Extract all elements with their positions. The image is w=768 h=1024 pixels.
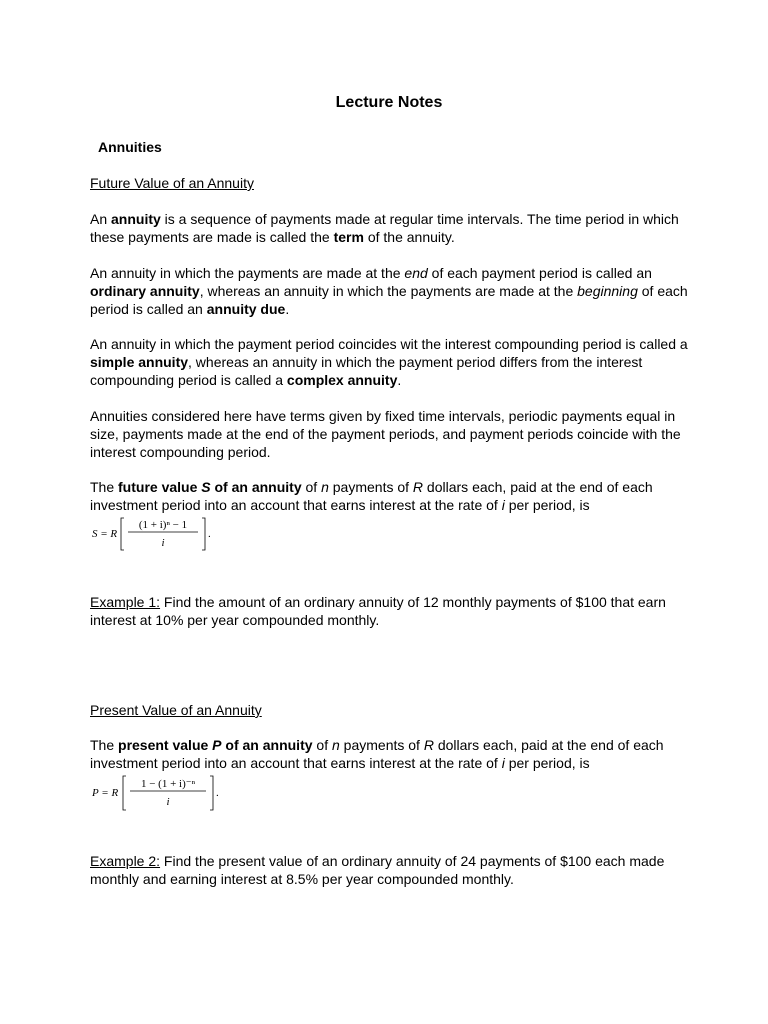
example-2-text: Find the present value of an ordinary annuity of 24 payments of $100 each made monthly and earning interest at 8.5% per year compounded monthly. [90, 853, 665, 887]
fv-paragraph-future-value: The future value S of an annuity of n payments of R dollars each, paid at the end of each investment period into an account that earns interest at the rate of i per period, is [90, 479, 653, 513]
formula-period: . [216, 787, 219, 799]
formula-lhs: S = R [92, 528, 118, 540]
right-bracket [210, 776, 213, 810]
formula-numerator: (1 + i)ⁿ − 1 [138, 519, 188, 531]
formula-period: . [208, 528, 211, 540]
fv-paragraph-ordinary-annuity: An annuity in which the payments are made at the end of each payment period is called an ordinary annuity, whereas an annuity in which the payments are made at the beginning of each period is called an annuity due. [90, 265, 688, 317]
example-1 [90, 593, 700, 629]
section-heading: Annuities [98, 139, 162, 155]
formula-lhs: P = R [92, 787, 119, 799]
fv-paragraph-assumptions: Annuities considered here have terms given by fixed time intervals, periodic payments equal in size, payments made at the end of the payment periods, and payment periods coincide with the interest compounding period. [90, 408, 681, 460]
future-value-formula [90, 513, 220, 553]
example-2-label: Example 2: [90, 853, 161, 869]
present-value-formula-svg [90, 772, 230, 812]
example-2 [90, 852, 700, 888]
formula-denominator: i [161, 537, 165, 549]
fv-paragraph-simple-annuity: An annuity in which the payment period coincides wit the interest compounding period is called a simple annuity, whereas an annuity in which the payment period differs from the interest compounding period is called a complex annuity. [90, 336, 688, 388]
right-bracket [202, 518, 205, 550]
pv-heading: Present Value of an Annuity [90, 702, 262, 718]
fv-paragraph-annuity-definition: An annuity is a sequence of payments made at regular time intervals. The time period in which these payments are made is called the term of the annuity. [90, 211, 679, 245]
pv-paragraph-present-value: The present value P of an annuity of n payments of R dollars each, paid at the end of each investment period into an account that earns interest at the rate of i per period, is [90, 737, 664, 771]
left-bracket [121, 518, 124, 550]
page-title: Lecture Notes [335, 94, 443, 111]
fv-heading: Future Value of an Annuity [90, 175, 254, 191]
formula-denominator: i [166, 796, 170, 808]
formula-numerator: 1 − (1 + i)⁻ⁿ [140, 778, 196, 790]
future-value-formula-svg [90, 513, 220, 553]
example-1-text: Find the amount of an ordinary annuity of 12 monthly payments of $100 that earn interest at 10% per year compounded monthly. [90, 594, 666, 628]
present-value-formula [90, 772, 230, 812]
example-1-label: Example 1: [90, 594, 161, 610]
left-bracket [123, 776, 126, 810]
